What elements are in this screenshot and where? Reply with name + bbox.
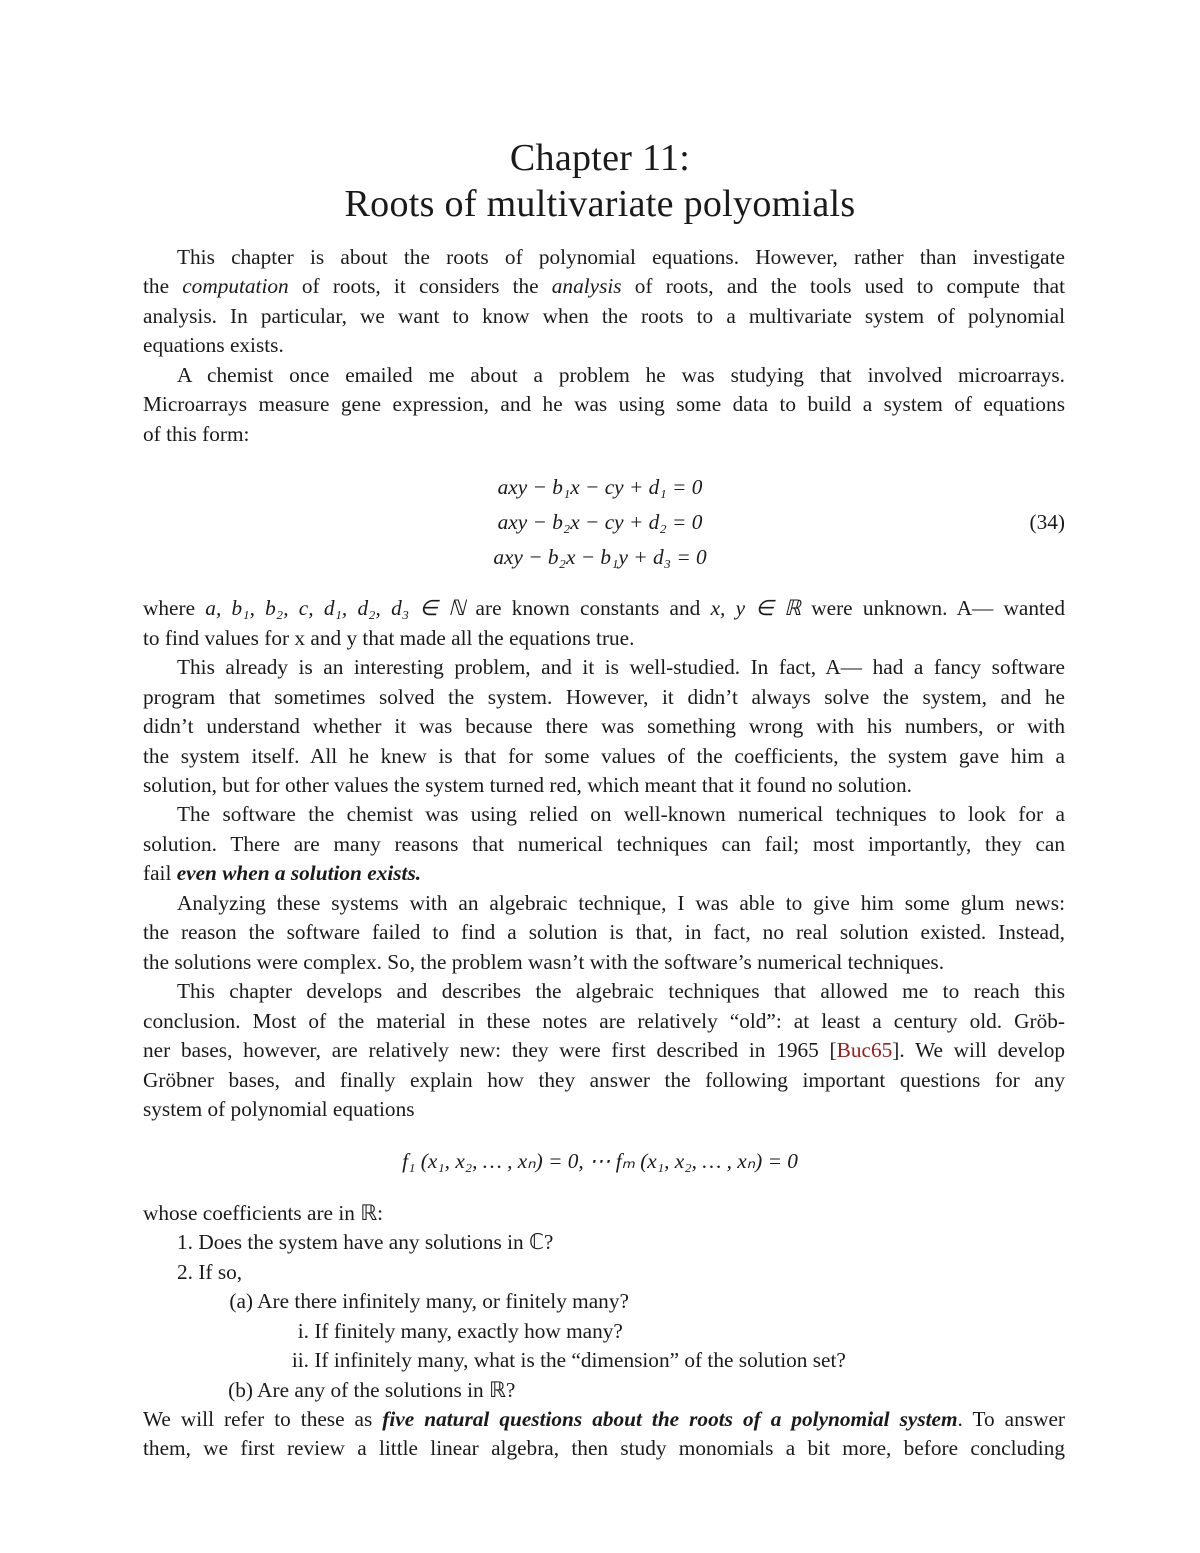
paragraph-line: whose coefficients are in ℝ: xyxy=(143,1201,384,1225)
paragraph-line: of this form: xyxy=(143,422,250,446)
citation-link[interactable]: Buc65 xyxy=(836,1038,893,1062)
paragraph-line: We will refer to these as five natural questions about the roots of a polynomial system. To answer xyxy=(143,1407,1065,1431)
paragraph-line: Microarrays measure gene expression, and he was using some data to build a system of equations xyxy=(143,392,1065,416)
paragraph-line: equations exists. xyxy=(143,333,284,357)
equation-3: axy − b₂x − b₁y + d₃ = 0 xyxy=(493,545,707,569)
paragraph-line: This already is an interesting problem, and it is well-studied. In fact, A— had a fancy software xyxy=(177,655,1065,679)
paragraph-line: the computation of roots, it considers the analysis of roots, and the tools used to compute that xyxy=(143,274,1065,298)
paragraph-line: the reason the software failed to find a solution is that, in fact, no real solution existed. Instead, xyxy=(143,920,1065,944)
paragraph-line: solution, but for other values the system turned red, which meant that it found no solution. xyxy=(143,773,912,797)
question-2a-ii: ii. If infinitely many, what is the “dimension” of the solution set? xyxy=(291,1348,846,1372)
chapter-title: Roots of multivariate polyomials xyxy=(344,183,856,225)
paragraph-line: the solutions were complex. So, the problem wasn’t with the software’s numerical techniques. xyxy=(143,950,945,974)
paragraph-line: analysis. In particular, we want to know when the roots to a multivariate system of polynomial xyxy=(143,304,1065,328)
paragraph-line: conclusion. Most of the material in these notes are relatively “old”: at least a century old. Gröb- xyxy=(143,1009,1065,1033)
question-2: 2. If so, xyxy=(177,1260,243,1284)
paragraph-line: A chemist once emailed me about a problem he was studying that involved microarrays. xyxy=(177,363,1065,387)
equation-number: (34) xyxy=(1029,510,1065,534)
paragraph-line: didn’t understand whether it was because there was something wrong with his numbers, or with xyxy=(143,714,1065,738)
paragraph-line: The software the chemist was using relied on well-known numerical techniques to look for a xyxy=(177,802,1065,826)
paragraph-line: where a, b₁, b₂, c, d₁, d₂, d₃ ∈ ℕ are known constants and x, y ∈ ℝ were unknown. A— wanted xyxy=(143,596,1066,620)
paragraph-line: program that sometimes solved the system. However, it didn’t always solve the system, and he xyxy=(143,685,1065,709)
equation-1: axy − b₁x − cy + d₁ = 0 xyxy=(497,475,703,499)
paragraph-line: This chapter develops and describes the algebraic techniques that allowed me to reach this xyxy=(177,979,1065,1003)
paragraph-line: ner bases, however, are relatively new: they were first described in 1965 [Buc65]. We will develop xyxy=(143,1038,1065,1062)
paragraph-line: to find values for x and y that made all the equations true. xyxy=(143,626,635,650)
question-2b: (b) Are any of the solutions in ℝ? xyxy=(228,1378,516,1402)
question-1: 1. Does the system have any solutions in ℂ? xyxy=(177,1230,554,1254)
paragraph-line: the system itself. All he knew is that for some values of the coefficients, the system gave him a xyxy=(143,744,1065,768)
question-2a: (a) Are there infinitely many, or finitely many? xyxy=(229,1289,629,1313)
chapter-label: Chapter 11: xyxy=(509,137,691,179)
question-2a-i: i. If finitely many, exactly how many? xyxy=(297,1319,623,1343)
equation-2: axy − b₂x − cy + d₂ = 0 xyxy=(497,510,703,534)
paragraph-line: This chapter is about the roots of polynomial equations. However, rather than investigate xyxy=(177,245,1065,269)
paragraph-line: Analyzing these systems with an algebraic technique, I was able to give him some glum news: xyxy=(177,891,1065,915)
paragraph-line: system of polynomial equations xyxy=(143,1097,415,1121)
paragraph-line: fail even when a solution exists. xyxy=(143,861,422,885)
polynomial-system: f₁ (x₁, x₂, … , xₙ) = 0, ⋯ fₘ (x₁, x₂, … , xₙ) = 0 xyxy=(402,1149,798,1173)
paragraph-line: them, we first review a little linear algebra, then study monomials a bit more, before concluding xyxy=(143,1436,1065,1460)
paragraph-line: solution. There are many reasons that numerical techniques can fail; most importantly, they can xyxy=(143,832,1065,856)
paragraph-line: Gröbner bases, and finally explain how they answer the following important questions for any xyxy=(143,1068,1065,1092)
